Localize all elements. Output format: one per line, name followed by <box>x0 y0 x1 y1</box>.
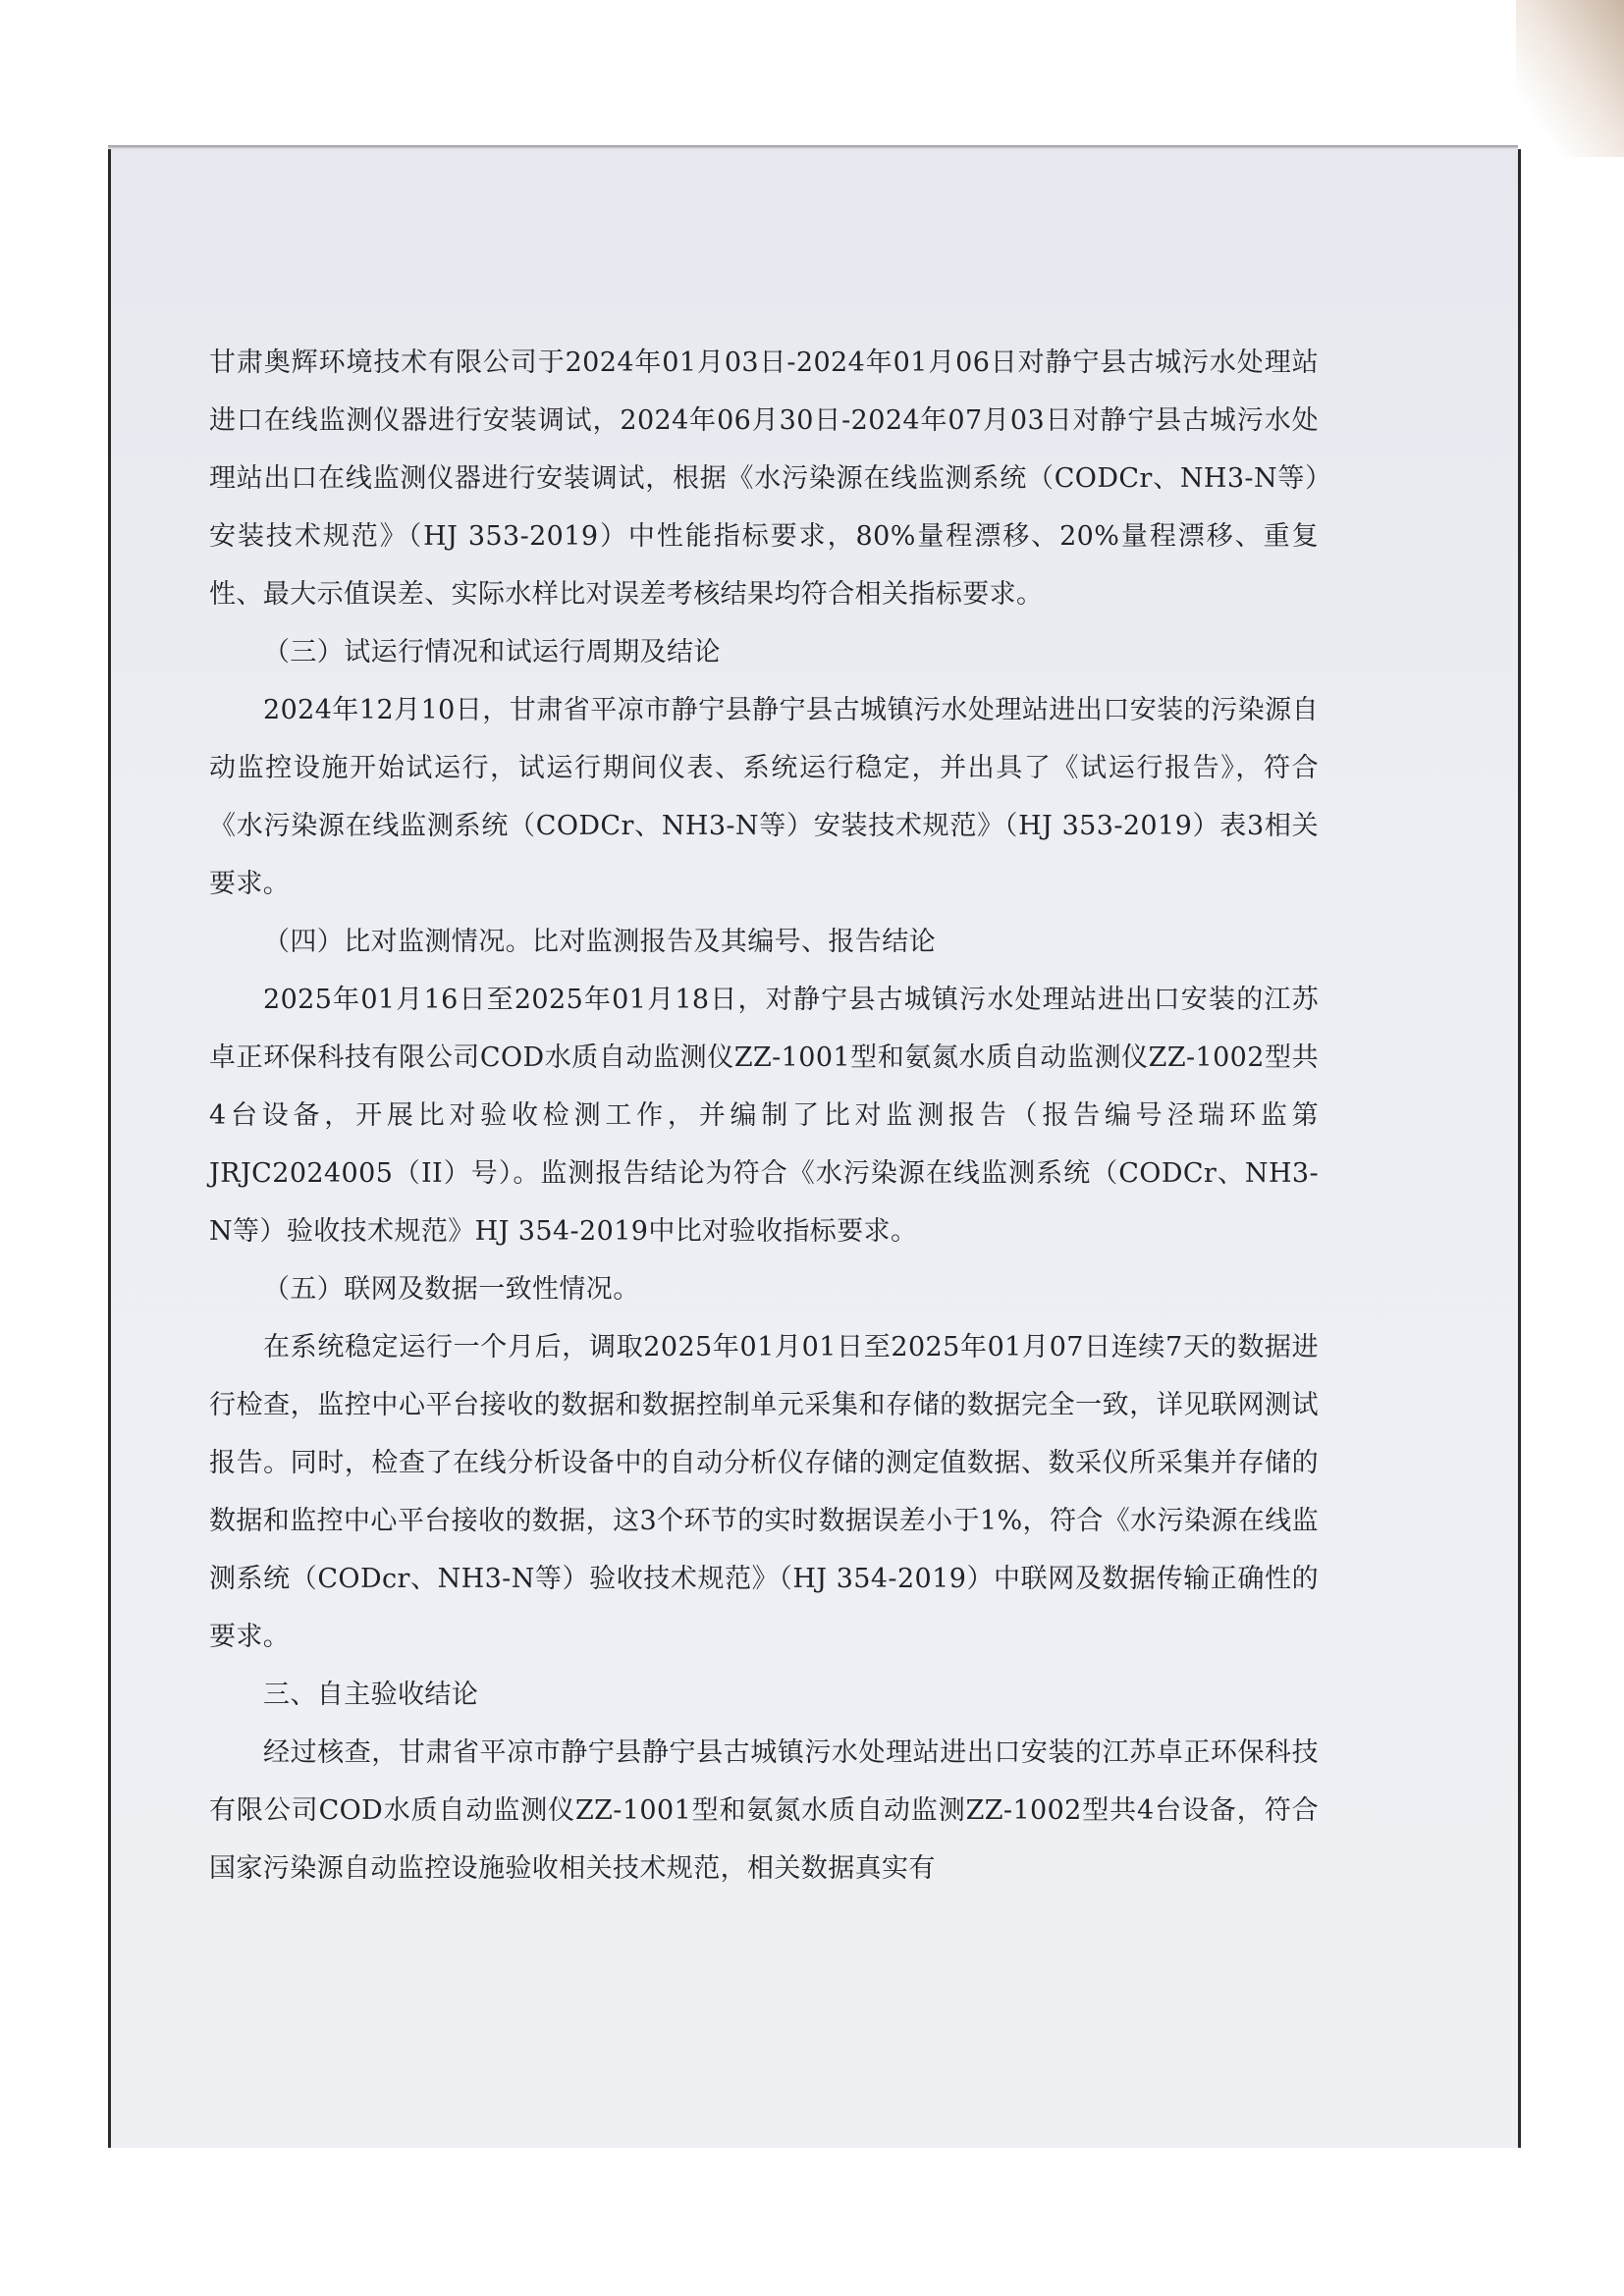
paragraph-network-consistency: 在系统稳定运行一个月后，调取2025年01月01日至2025年01月07日连续7天的数据进行检查，监控中心平台接收的数据和数据控制单元采集和存储的数据完全一致，详见联网测试报告。同时，检查了在线分析设备中的自动分析仪存储的测定值数据、数采仪所采集并存储的数据和监控中心平台接收的数据，这3个环节的实时数据误差小于1%，符合《水污染源在线监测系统（CODcr、NH3-N等）验收技术规范》（HJ 354-2019）中联网及数据传输正确性的要求。 <box>209 1332 1319 1652</box>
heading-trial-operation: （三）试运行情况和试运行周期及结论 <box>263 637 721 667</box>
paragraph-acceptance-conclusion: 经过核查，甘肃省平凉市静宁县静宁县古城镇污水处理站进出口安装的江苏卓正环保科技有限公司COD水质自动监测仪ZZ-1001型和氨氮水质自动监测ZZ-1002型共4台设备，符合国家污染源自动监控设施验收相关技术规范，相关数据真实有 <box>209 1737 1319 1884</box>
paragraph-installation-debugging: 甘肃奥辉环境技术有限公司于2024年01月03日-2024年01月06日对静宁县古城污水处理站进口在线监测仪器进行安装调试，2024年06月30日-2024年07月03日对静宁县古城污水处理站出口在线监测仪器进行安装调试，根据《水污染源在线监测系统（CODCr、NH3-N等）安装技术规范》（HJ 353-2019）中性能指标要求，80%量程漂移、20%量程漂移、重复性、最大示值误差、实际水样比对误差考核结果均符合相关指标要求。 <box>209 347 1319 610</box>
heading-comparison-monitoring: （四）比对监测情况。比对监测报告及其编号、报告结论 <box>263 927 936 957</box>
scan-background-edge <box>1516 0 1624 157</box>
heading-network-consistency: （五）联网及数据一致性情况。 <box>263 1274 640 1305</box>
paragraph-comparison-monitoring: 2025年01月16日至2025年01月18日，对静宁县古城镇污水处理站进出口安装的江苏卓正环保科技有限公司COD水质自动监测仪ZZ-1001型和氨氮水质自动监测仪ZZ-1002型共4台设备，开展比对验收检测工作，并编制了比对监测报告（报告编号泾瑞环监第JRJC2024005（II）号）。监测报告结论为符合《水污染源在线监测系统（CODCr、NH3-N等）验收技术规范》HJ 354-2019中比对验收指标要求。 <box>209 985 1319 1247</box>
heading-acceptance-conclusion: 三、自主验收结论 <box>263 1680 479 1710</box>
document-body <box>209 334 1319 1897</box>
paragraph-trial-operation: 2024年12月10日，甘肃省平凉市静宁县静宁县古城镇污水处理站进出口安装的污染源自动监控设施开始试运行，试运行期间仪表、系统运行稳定，并出具了《试运行报告》，符合《水污染源在线监测系统（CODCr、NH3-N等）安装技术规范》（HJ 353-2019）表3相关要求。 <box>209 695 1319 899</box>
